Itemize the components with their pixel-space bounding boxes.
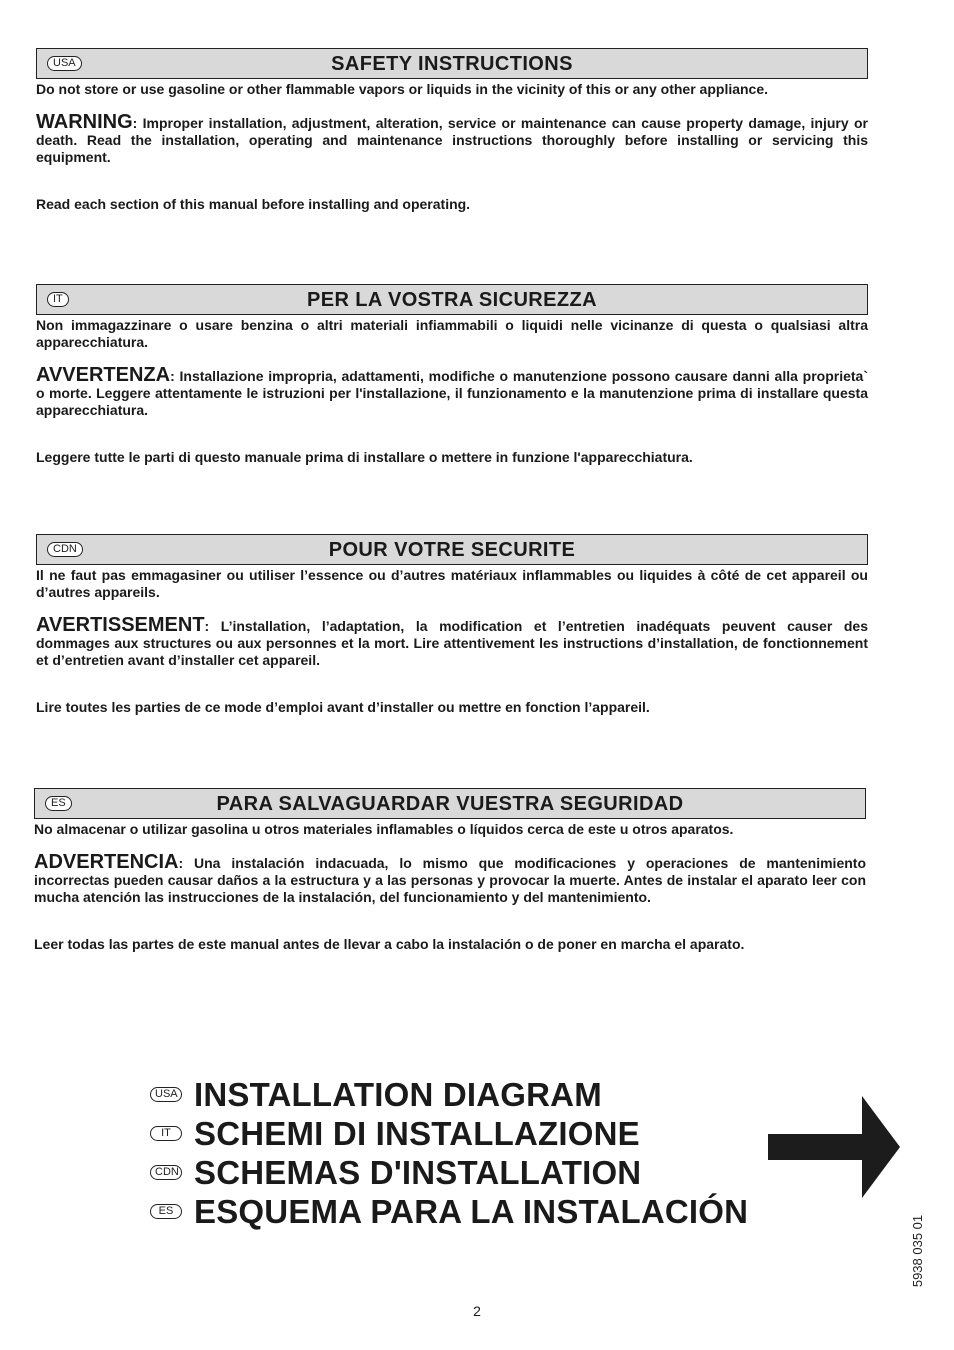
section-title: PARA SALVAGUARDAR VUESTRA SEGURIDAD (216, 793, 684, 815)
warning-label: ADVERTENCIA (34, 851, 179, 873)
storage-warning: Do not store or use gasoline or other flammable vapors or liquids in the vicinity of this or any other appliance. (36, 81, 769, 97)
warning-text: : Improper installation, adjustment, alteration, service or maintenance can cause property damage, injury or death. Read the installation, operating and maintenance instructions thoroughly before installing or servicing this equipment. (36, 115, 868, 165)
read-manual-note: Leer todas las partes de este manual antes de llevar a cabo la instalación o de poner en marcha el aparato. (34, 936, 745, 952)
diagram-title-row (150, 1114, 748, 1153)
warning-label: AVERTISSEMENT (36, 614, 205, 636)
diagram-title-row (150, 1153, 748, 1192)
storage-warning: Il ne faut pas emmagasiner ou utiliser l’essence ou d’autres matériaux inflammables ou liquides à côté de cet appareil ou d’autres appareils. (36, 567, 868, 600)
read-manual-note: Read each section of this manual before installing and operating. (36, 196, 471, 212)
lang-badge: USA (150, 1087, 182, 1102)
lang-badge: CDN (150, 1165, 182, 1180)
diagram-title: SCHEMAS D'INSTALLATION (194, 1153, 642, 1191)
storage-warning: Non immagazzinare o usare benzina o altri materiali infiammabili o liquidi nelle vicinanze di questa o qualsiasi altra apparecchiatura. (36, 317, 868, 350)
section-es (34, 788, 866, 953)
diagram-title: INSTALLATION DIAGRAM (194, 1075, 602, 1113)
warning-text: : Installazione impropria, adattamenti, modifiche o manutenzione possono causare danni alla proprieta` o morte. Leggere attentamente le istruzioni per l'installazione, il funzionamento e la manutenzione prima di installare questa apparecchiatura. (36, 368, 868, 418)
section-it (36, 284, 868, 466)
lang-badge: USA (47, 56, 82, 71)
section-title: POUR VOTRE SECURITE (328, 539, 576, 561)
warning-text: : Una instalación indacuada, lo mismo que modificaciones y operaciones de mantenimiento incorrectas pueden causar daños a la estructura y a las personas y provocar la muerte. Antes de instalar el aparato leer con mucha atención las instrucciones de la instalación, del funcionamiento y del mantenimiento. (34, 855, 866, 905)
warning-paragraph (36, 111, 868, 166)
read-manual-note: Leggere tutte le parti di questo manuale prima di installare o mettere in funzione l'apparecchiatura. (36, 449, 693, 465)
diagram-title-row (150, 1192, 748, 1231)
section-usa (36, 48, 868, 213)
warning-label: AVVERTENZA (36, 364, 171, 386)
warning-paragraph (34, 851, 866, 906)
read-manual-note: Lire toutes les parties de ce mode d’emploi avant d’installer ou mettre en fonction l’appareil. (36, 699, 650, 715)
section-header (36, 48, 868, 79)
installation-diagram-titles (150, 1075, 748, 1231)
section-title: SAFETY INSTRUCTIONS (331, 53, 573, 75)
diagram-title: SCHEMI DI INSTALLAZIONE (194, 1114, 640, 1152)
document-code: 5938 035 01 (910, 1214, 925, 1288)
warning-paragraph (36, 364, 868, 419)
right-arrow-icon (768, 1096, 902, 1198)
lang-badge: CDN (47, 542, 83, 557)
lang-badge: ES (45, 796, 72, 811)
diagram-title-row (150, 1075, 748, 1114)
section-cdn (36, 534, 868, 716)
warning-text: : L’installation, l’adaptation, la modification et l’entretien inadéquats peuvent causer des dommages aux structures ou aux personnes et la mort. Lire attentivement les instructions d’installation, de fonctionnement et d’entretien avant d’installer cet appareil. (36, 618, 868, 668)
lang-badge: IT (150, 1126, 182, 1141)
section-header (36, 284, 868, 315)
lang-badge: IT (47, 292, 69, 307)
warning-label: WARNING (36, 111, 133, 133)
section-header (36, 534, 868, 565)
section-header (34, 788, 866, 819)
storage-warning: No almacenar o utilizar gasolina u otros materiales inflamables o líquidos cerca de este u otros aparatos. (34, 821, 734, 837)
page-number: 2 (473, 1303, 481, 1319)
lang-badge: ES (150, 1204, 182, 1219)
warning-paragraph (36, 614, 868, 669)
section-title: PER LA VOSTRA SICUREZZA (307, 289, 597, 311)
diagram-title: ESQUEMA PARA LA INSTALACIÓN (194, 1192, 749, 1230)
